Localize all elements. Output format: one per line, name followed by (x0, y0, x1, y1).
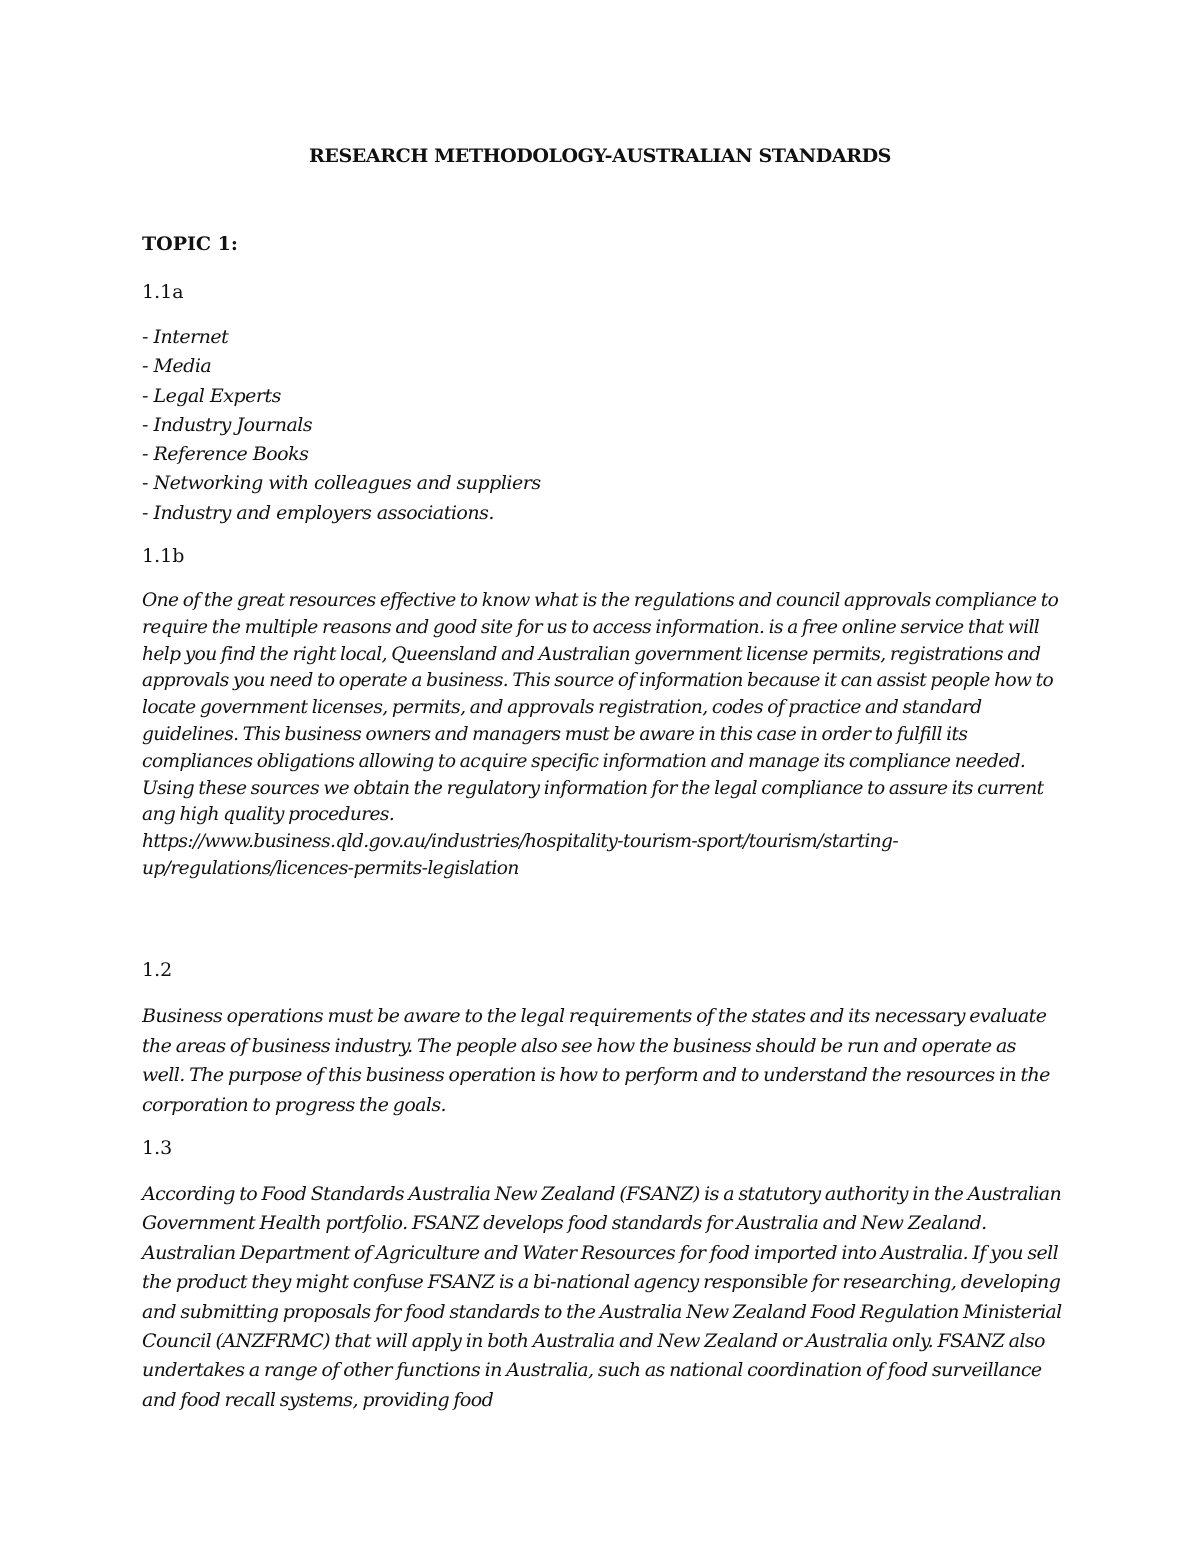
section-label-1-1b: 1.1b (142, 545, 185, 567)
list-item: - Reference Books (142, 443, 309, 466)
resource-list (142, 323, 1062, 528)
section-label-1-1a: 1.1a (142, 281, 184, 303)
section-1-3-text: According to Food Standards Australia New Zealand (FSANZ) is a statutory authority in the Australian Government Health portfolio. FSANZ develops food standards for Australia and New Zealand. Australian Department of Agriculture and Water Resources for food imported into Australia. If you sell the product they might confuse FSANZ is a bi-national agency responsible for researching, developing and submitting proposals for food standards to the Australia New Zealand Food Regulation Ministerial Council (ANZFRMC) that will apply in both Australia and New Zealand or Australia only. FSANZ also undertakes a range of other functions in Australia, such as national coordination of food surveillance and food recall systems, providing food (142, 1183, 1062, 1411)
document-title: RESEARCH METHODOLOGY-AUSTRALIAN STANDARDS (309, 145, 891, 167)
section-label-1-3: 1.3 (142, 1137, 173, 1159)
list-item: - Industry and employers associations. (142, 501, 494, 524)
source-url: https://www.business.qld.gov.au/industries/hospitality-tourism-sport/tourism/starting-up/regulations/licences-permits-legislation (142, 831, 899, 879)
list-item: - Legal Experts (142, 384, 281, 407)
list-item: - Media (142, 355, 212, 378)
section-label-1-2: 1.2 (142, 959, 173, 981)
section-1-1b-text: One of the great resources effective to know what is the regulations and council approvals compliance to require the multiple reasons and good site for us to access information. is a free online service that will help you find the right local, Queensland and Australian government license permits, registrations and approvals you need to operate a business. This source of information because it can assist people how to locate government licenses, permits, and approvals registration, codes of practice and standard guidelines. This business owners and managers must be aware in this case in order to fulfill its compliances obligations allowing to acquire specific information and manage its compliance needed. Using these sources we obtain the regulatory information for the legal compliance to assure its current ang high quality procedures. (142, 590, 1059, 826)
section-1-2-text: Business operations must be aware to the legal requirements of the states and its necessary evaluate the areas of business industry. The people also see how the business should be run and operate as well. The purpose of this business operation is how to perform and to understand the resources in the corporation to progress the goals. (142, 1005, 1050, 1116)
topic-heading: TOPIC 1: (142, 233, 238, 255)
section-1-1b-body (142, 588, 1062, 883)
list-item: - Internet (142, 326, 229, 348)
list-item: - Industry Journals (142, 413, 313, 436)
list-item: - Networking with colleagues and suppliers (142, 472, 541, 495)
